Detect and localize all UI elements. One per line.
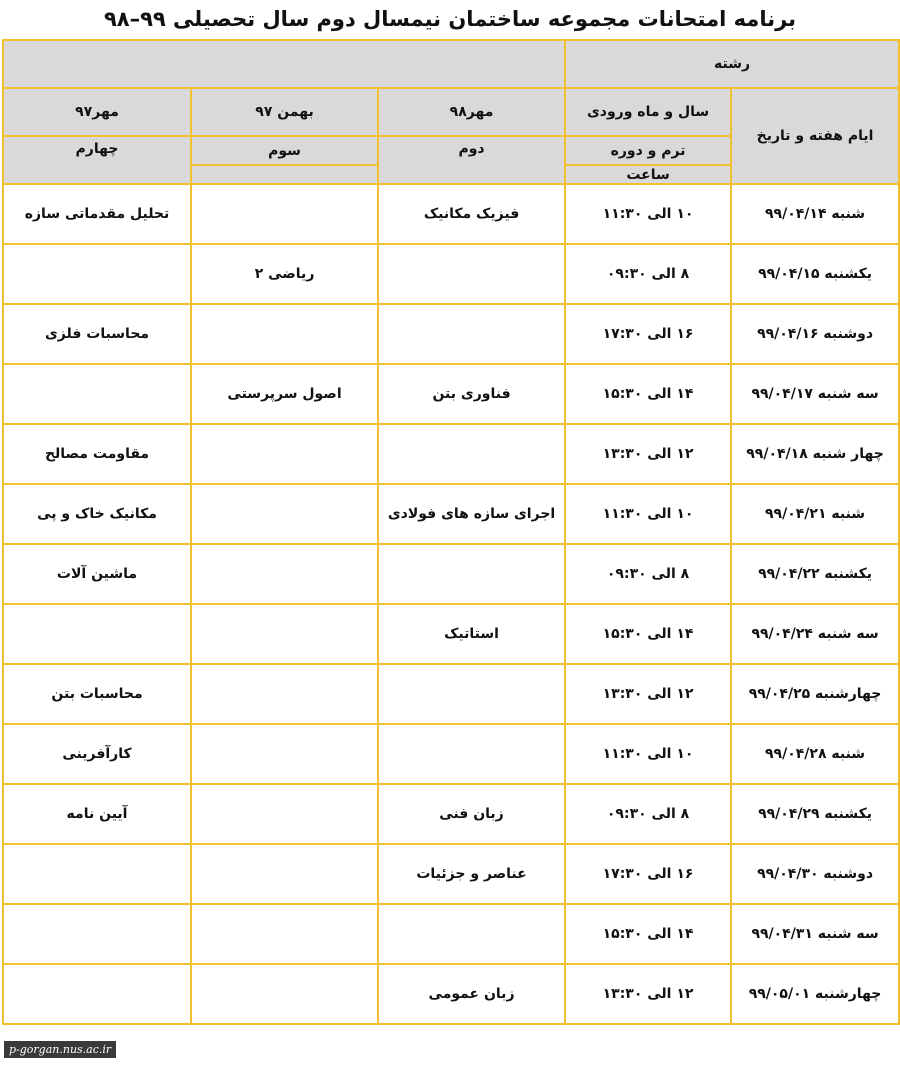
day-date-cell: یکشنبه ۹۹/۰۴/۲۹ <box>731 784 899 844</box>
day-date-cell: دوشنبه ۹۹/۰۴/۱۶ <box>731 304 899 364</box>
day-date-cell: شنبه ۹۹/۰۴/۲۱ <box>731 484 899 544</box>
course-term-3-cell <box>191 844 378 904</box>
day-date-cell: چهارشنبه ۹۹/۰۵/۰۱ <box>731 964 899 1024</box>
course-term-4-cell <box>3 964 191 1024</box>
time-header: ساعت <box>565 165 731 184</box>
time-cell: ۱۲ الی ۱۳:۳۰ <box>565 424 731 484</box>
table-row <box>3 784 899 844</box>
course-term-2-cell: استاتیک <box>378 604 565 664</box>
course-term-2-cell <box>378 304 565 364</box>
time-cell: ۱۴ الی ۱۵:۳۰ <box>565 604 731 664</box>
course-term-3-cell <box>191 184 378 244</box>
table-row <box>3 724 899 784</box>
site-watermark: p-gorgan.nus.ac.ir <box>4 1041 116 1058</box>
course-term-2-cell <box>378 544 565 604</box>
field-header-empty <box>3 40 565 88</box>
day-date-cell: دوشنبه ۹۹/۰۴/۳۰ <box>731 844 899 904</box>
field-header: رشته <box>565 40 899 88</box>
day-date-cell: سه شنبه ۹۹/۰۴/۱۷ <box>731 364 899 424</box>
table-row <box>3 604 899 664</box>
course-term-2-cell: اجرای سازه های فولادی <box>378 484 565 544</box>
time-cell: ۸ الی ۰۹:۳۰ <box>565 244 731 304</box>
table-row <box>3 544 899 604</box>
course-term-2-cell <box>378 424 565 484</box>
table-row <box>3 904 899 964</box>
time-cell: ۱۲ الی ۱۳:۳۰ <box>565 664 731 724</box>
course-term-4-cell <box>3 844 191 904</box>
course-term-3-cell <box>191 664 378 724</box>
course-term-2-cell <box>378 244 565 304</box>
term-header-2: سوم <box>191 136 378 165</box>
course-term-3-cell: اصول سرپرستی <box>191 364 378 424</box>
course-term-4-cell: مکانیک خاک و پی <box>3 484 191 544</box>
course-term-3-cell <box>191 604 378 664</box>
course-term-2-cell: زبان عمومی <box>378 964 565 1024</box>
time-cell: ۱۴ الی ۱۵:۳۰ <box>565 904 731 964</box>
course-term-4-cell: کارآفرینی <box>3 724 191 784</box>
course-term-4-cell <box>3 904 191 964</box>
table-row <box>3 244 899 304</box>
day-date-cell: شنبه ۹۹/۰۴/۲۸ <box>731 724 899 784</box>
time-cell: ۱۲ الی ۱۳:۳۰ <box>565 964 731 1024</box>
course-term-4-cell: محاسبات فلزی <box>3 304 191 364</box>
entry-header-3: مهر۹۷ <box>3 88 191 136</box>
course-term-3-cell <box>191 304 378 364</box>
day-date-cell: چهارشنبه ۹۹/۰۴/۲۵ <box>731 664 899 724</box>
day-date-cell: یکشنبه ۹۹/۰۴/۲۲ <box>731 544 899 604</box>
table-row <box>3 184 899 244</box>
course-term-2-cell <box>378 904 565 964</box>
entry-header-1: مهر۹۸ <box>378 88 565 136</box>
day-date-header: ایام هفته و تاریخ <box>731 88 899 184</box>
course-term-4-cell: تحلیل مقدماتی سازه <box>3 184 191 244</box>
course-term-4-cell <box>3 604 191 664</box>
course-term-3-cell <box>191 964 378 1024</box>
day-date-cell: سه شنبه ۹۹/۰۴/۳۱ <box>731 904 899 964</box>
time-cell: ۱۰ الی ۱۱:۳۰ <box>565 724 731 784</box>
course-term-2-cell: عناصر و جزئیات <box>378 844 565 904</box>
course-term-3-cell <box>191 484 378 544</box>
course-term-2-cell <box>378 724 565 784</box>
time-cell: ۱۶ الی ۱۷:۳۰ <box>565 304 731 364</box>
course-term-3-cell <box>191 724 378 784</box>
term-period-header: ترم و دوره <box>565 136 731 165</box>
course-term-2-cell <box>378 664 565 724</box>
time-cell: ۱۴ الی ۱۵:۳۰ <box>565 364 731 424</box>
table-row <box>3 844 899 904</box>
course-term-2-cell: زبان فنی <box>378 784 565 844</box>
page-title: برنامه امتحانات مجموعه ساختمان نیمسال دوم سال تحصیلی ۹۹–۹۸ <box>103 7 797 31</box>
day-date-cell: سه شنبه ۹۹/۰۴/۲۴ <box>731 604 899 664</box>
table-row <box>3 664 899 724</box>
course-term-4-cell: مقاومت مصالح <box>3 424 191 484</box>
course-term-3-cell <box>191 424 378 484</box>
course-term-3-cell <box>191 544 378 604</box>
entry-year-header: سال و ماه ورودی <box>565 88 731 136</box>
course-term-2-cell: فیزیک مکانیک <box>378 184 565 244</box>
time-cell: ۸ الی ۰۹:۳۰ <box>565 784 731 844</box>
course-term-3-cell: ریاضی ۲ <box>191 244 378 304</box>
course-term-4-cell <box>3 244 191 304</box>
course-term-3-cell <box>191 784 378 844</box>
table-row <box>3 304 899 364</box>
table-row <box>3 364 899 424</box>
time-cell: ۱۰ الی ۱۱:۳۰ <box>565 484 731 544</box>
day-date-cell: یکشنبه ۹۹/۰۴/۱۵ <box>731 244 899 304</box>
term-header-3: چهارم <box>3 136 191 184</box>
time-cell: ۱۰ الی ۱۱:۳۰ <box>565 184 731 244</box>
exam-schedule-table <box>2 39 900 1025</box>
time-cell: ۸ الی ۰۹:۳۰ <box>565 544 731 604</box>
day-date-cell: چهار شنبه ۹۹/۰۴/۱۸ <box>731 424 899 484</box>
table-row <box>3 424 899 484</box>
term-header-2-sub <box>191 165 378 184</box>
day-date-cell: شنبه ۹۹/۰۴/۱۴ <box>731 184 899 244</box>
table-row <box>3 484 899 544</box>
time-cell: ۱۶ الی ۱۷:۳۰ <box>565 844 731 904</box>
course-term-4-cell <box>3 364 191 424</box>
course-term-3-cell <box>191 904 378 964</box>
entry-header-2: بهمن ۹۷ <box>191 88 378 136</box>
term-header-1: دوم <box>378 136 565 184</box>
course-term-4-cell: آیین نامه <box>3 784 191 844</box>
table-row <box>3 964 899 1024</box>
course-term-4-cell: محاسبات بتن <box>3 664 191 724</box>
course-term-2-cell: فناوری بتن <box>378 364 565 424</box>
course-term-4-cell: ماشین آلات <box>3 544 191 604</box>
